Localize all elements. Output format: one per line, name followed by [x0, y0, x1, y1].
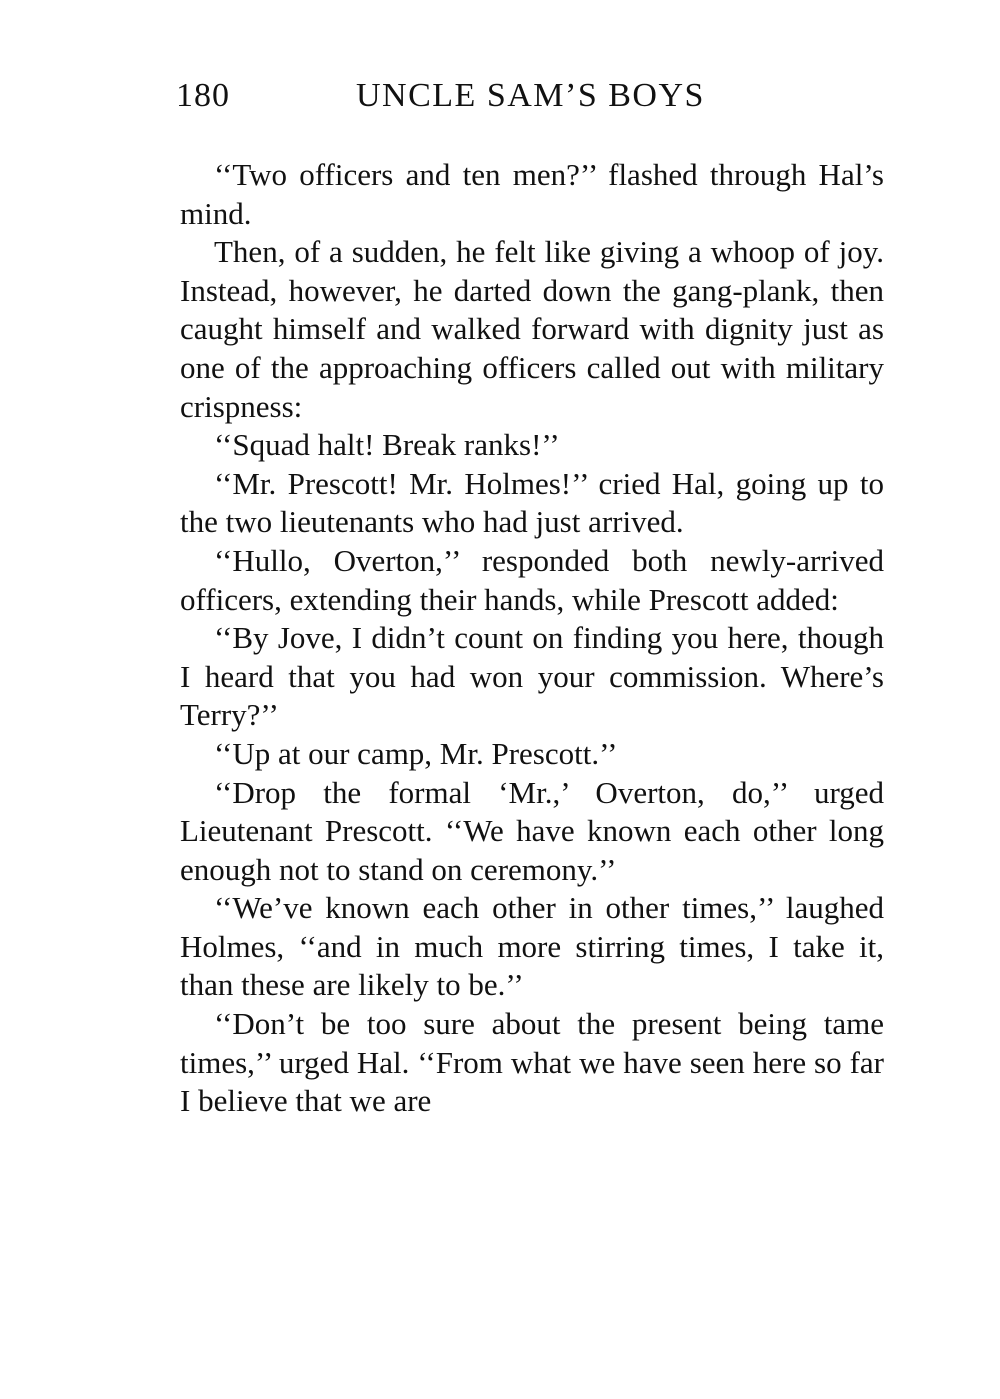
paragraph: ‘‘By Jove, I didn’t count on finding you here, though I heard that you had won your commission. Where’s Terry?’’ — [180, 620, 884, 733]
paragraph: ‘‘Drop the formal ‘Mr.,’ Overton, do,’’ urged Lieutenant Prescott. ‘‘We have known each other long enough not to stand on ceremony.’’ — [180, 774, 884, 887]
page-header — [176, 74, 886, 118]
paragraph: ‘‘Two officers and ten men?’’ flashed through Hal’s mind. — [180, 157, 884, 231]
page-number: 180 — [176, 77, 230, 114]
paragraph: ‘‘Mr. Prescott! Mr. Holmes!’’ cried Hal, going up to the two lieutenants who had just arrived. — [180, 465, 884, 540]
paragraph: ‘‘Up at our camp, Mr. Prescott.’’ — [214, 735, 618, 771]
body-text — [180, 156, 884, 1121]
paragraph: ‘‘Don’t be too sure about the present being tame times,’’ urged Hal. ‘‘From what we have seen here so far I believe that we are — [180, 1006, 884, 1119]
paragraph: Then, of a sudden, he felt like giving a whoop of joy. Instead, however, he darted down the gang-plank, then caught himself and walked forward with dignity just as one of the approaching officers called out with military crispness: — [180, 234, 884, 424]
paragraph: ‘‘We’ve known each other in other times,’’ laughed Holmes, ‘‘and in much more stirring times, I take it, than these are likely to be.’’ — [180, 890, 884, 1003]
paragraph: ‘‘Hullo, Overton,’’ responded both newly-arrived officers, extending their hands, while Prescott added: — [180, 542, 884, 617]
running-title: UNCLE SAM’S BOYS — [356, 77, 705, 114]
paragraph: ‘‘Squad halt! Break ranks!’’ — [214, 427, 560, 463]
